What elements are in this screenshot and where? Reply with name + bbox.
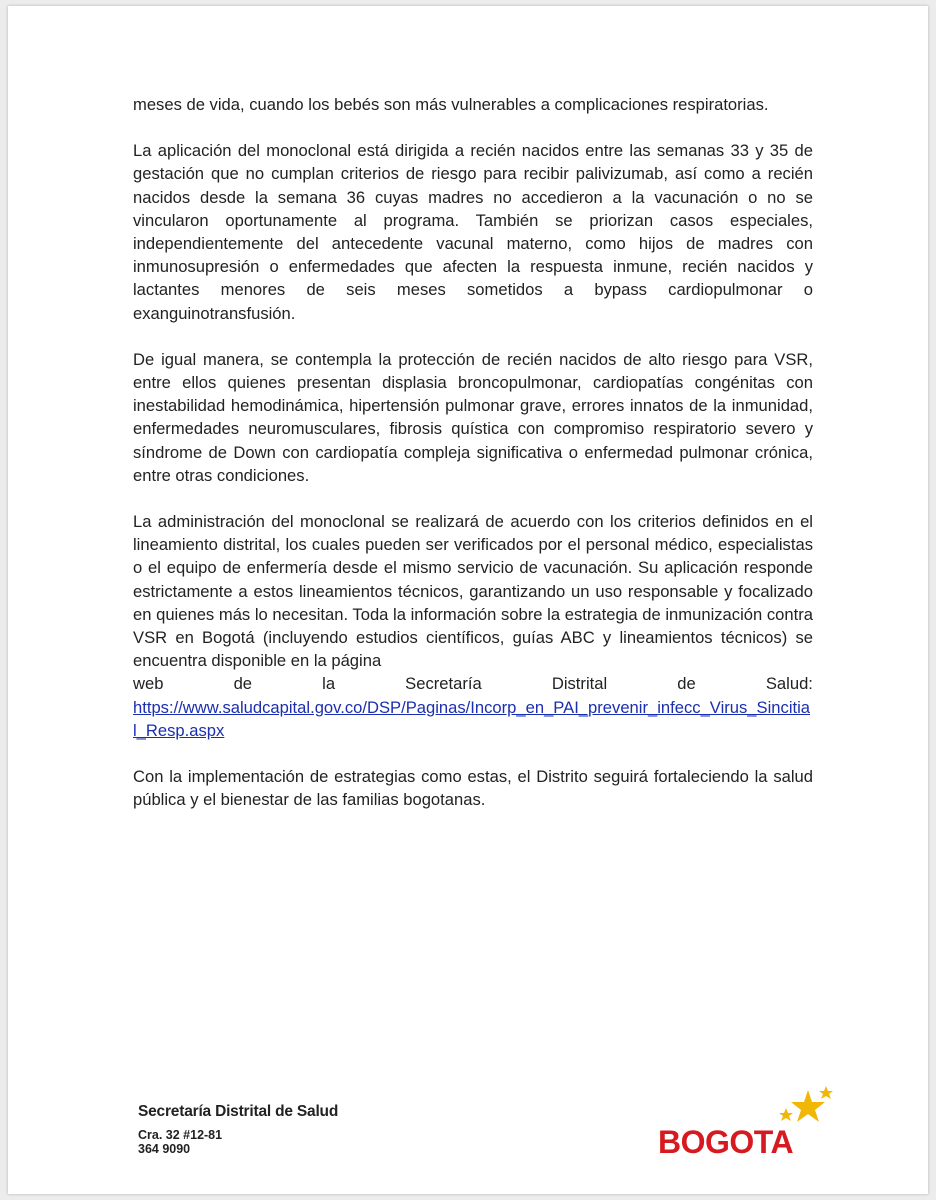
web-word: de xyxy=(677,674,696,694)
bogota-logo xyxy=(658,1084,838,1174)
document-page xyxy=(8,6,928,1194)
paragraph-4-web-line xyxy=(133,672,813,695)
vsr-strategy-link[interactable]: https://www.saludcapital.gov.co/DSP/Paginas/Incorp_en_PAI_prevenir_infecc_Virus_Sincitial_Resp.aspx xyxy=(133,697,811,740)
web-word: la xyxy=(322,674,336,694)
paragraph-4-text: La administración del monoclonal se realizará de acuerdo con los criterios definidos en el lineamiento distrital, los cuales pueden ser verificados por el personal médico, especialistas o el equipo de enfermería desde el mismo servicio de vacunación. Su aplicación responde estrictamente a estos lineamientos técnicos, garantizando un uso responsable y focalizado en quienes más lo necesitan. Toda la información sobre la estrategia de inmunización contra VSR en Bogotá (incluyendo estudios científicos, guías ABC y lineamientos técnicos) se encuentra disponible en la página xyxy=(133,512,813,671)
web-word: Distrital xyxy=(551,674,608,694)
web-word: Salud: xyxy=(765,674,813,694)
footer-phone: 364 9090 xyxy=(138,1142,191,1156)
web-word: web xyxy=(133,674,164,694)
footer-address: Cra. 32 #12-81 xyxy=(138,1128,223,1142)
footer-contact xyxy=(138,1103,338,1156)
paragraph-5: Con la implementación de estrategias como estas, el Distrito seguirá fortaleciendo la salud pública y el bienestar de las familias bogotanas. xyxy=(133,767,813,810)
footer-org-name: Secretaría Distrital de Salud xyxy=(138,1103,339,1120)
paragraph-4-link-line xyxy=(133,696,813,742)
web-word: de xyxy=(233,674,253,694)
paragraph-2: La aplicación del monoclonal está dirigida a recién nacidos entre las semanas 33 y 35 de gestación que no cumplan criterios de riesgo para recibir palivizumab, así como a recién nacidos desde la semana 36 cuyas madres no accedieron a la vacunación o no se vincularon oportunamente al programa. También se priorizan casos especiales, independientemente del antecedente vacunal materno, como hijos de madres con inmunosupresión o enfermedades que afecten la respuesta inmune, recién nacidos y lactantes menores de seis meses sometidos a bypass cardiopulmonar o exanguinotransfusión. xyxy=(133,141,813,323)
logo-text: BOGOTA xyxy=(658,1124,794,1160)
web-word: Secretaría xyxy=(405,674,482,694)
paragraph-4 xyxy=(133,510,813,672)
document-body xyxy=(133,93,813,834)
paragraph-3: De igual manera, se contempla la protección de recién nacidos de alto riesgo para VSR, entre ellos quienes presentan displasia broncopulmonar, cardiopatías congénitas con inestabilidad hemodinámica, hipertensión pulmonar grave, errores innatos de la inmunidad, enfermedades neuromusculares, fibrosis quística con compromiso respiratorio severo y síndrome de Down con cardiopatía compleja significativa o enfermedad pulmonar crónica, entre otras condiciones. xyxy=(133,349,813,485)
paragraph-1: meses de vida, cuando los bebés son más vulnerables a complicaciones respiratorias. xyxy=(133,95,769,114)
